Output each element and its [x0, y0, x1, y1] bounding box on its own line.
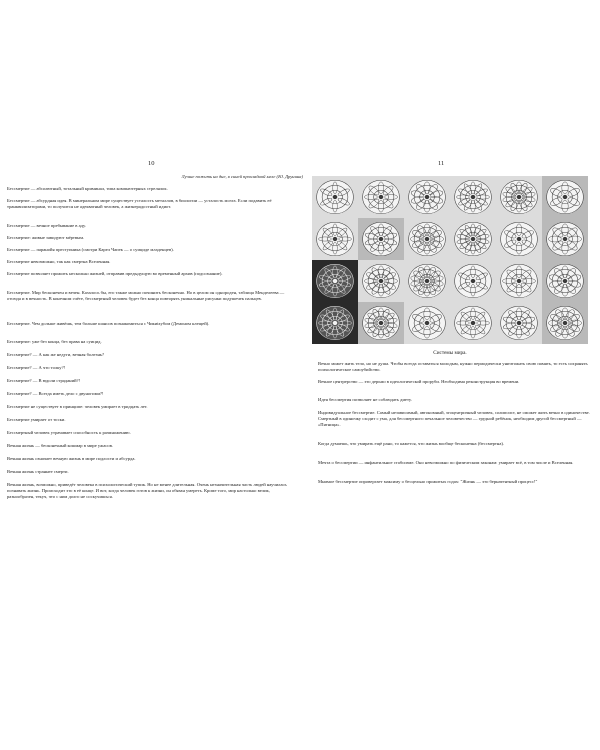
- mandala-cell: [312, 218, 358, 260]
- mandala-cell: [542, 302, 588, 344]
- paragraph: Бессмертие? — А как же недуги, вечная болезнь?: [7, 352, 105, 357]
- mandala-cell: [358, 260, 404, 302]
- mandala-cell: [358, 302, 404, 344]
- paragraph: Вечно может жить тело, но не душа. Чтобы всегда оставаться молодым, нужно периодически уничтожать свою память, то есть сохранять психологическое самоубийство.: [318, 361, 588, 373]
- mandala-cell: [404, 302, 450, 344]
- epigraph: Лучше пожить на дне, в синей прохладной мгле (Ю. Друнина): [181, 174, 303, 179]
- mandala-cell: [542, 218, 588, 260]
- mandala-figure: [312, 176, 588, 344]
- mandala-cell: [496, 302, 542, 344]
- mandala-cell: [496, 260, 542, 302]
- mandala-cell: [312, 176, 358, 218]
- paragraph: Вечное центрерство — это дерьмо в идеологической проруби. Необходима реконструкция во времени.: [318, 379, 520, 384]
- mandala-cell: [496, 176, 542, 218]
- paragraph: Бессмертие — паранойя преступника (смотри Карел Чапек — о суициде младенцев).: [7, 247, 174, 252]
- mandala-cell: [450, 176, 496, 218]
- paragraph: Бессмертие невозможно, так как смертна Вселенная.: [7, 259, 111, 264]
- paragraph: Бессмертие позволяет прожить несколько жизней, отправив предыдущую во временный архив (подсознание).: [7, 271, 223, 276]
- paragraph: Бессмертие? — А что толку?!: [7, 365, 66, 370]
- mandala-cell: [404, 176, 450, 218]
- mandala-cell: [358, 218, 404, 260]
- paragraph: Бессмертие не существует в принципе: человек умирает в тридцать лет.: [7, 404, 148, 409]
- mandala-cell: [404, 260, 450, 302]
- paragraph: Когда думаешь, что умирать ещё рано, то кажется, что жизнь вообще бесконечна (бессмертна).: [318, 441, 505, 446]
- paragraph: Бессмертие? — Всегда иметь дело с двуногими?!: [7, 391, 104, 396]
- right-page: [300, 0, 600, 750]
- mandala-cell: [450, 260, 496, 302]
- page-number: 11: [438, 160, 445, 167]
- paragraph: Бессмертие умирает от тоски.: [7, 417, 66, 422]
- paragraph: Бессмертие: живые завидуют мёртвым.: [7, 235, 85, 240]
- paragraph: Бессмертие. Чем дольше живёшь, тем больше шансов познакомиться с Чикиtzубом (Демоном клещей).: [7, 321, 210, 326]
- mandala-cell: [312, 302, 358, 344]
- paragraph: Бессмертие? — В юдоли страданий?!: [7, 378, 81, 383]
- figure-caption: Системы мира.: [433, 350, 467, 356]
- mandala-cell: [542, 260, 588, 302]
- paragraph: Вечная жизнь, возможно, приведёт человека в психологический тупик. Но не менее длительная. Очень незначительная часть людей научилась познавать жизнь. Происходит это в её конце. И вот, когда человек готов к жизни, он обязан умереть. Кроме того, мир настолько велик, разнообразен, текуч, что с ним долго не соскучишься.: [7, 482, 287, 500]
- mandala-cell: [312, 260, 358, 302]
- paragraph: Идея бессмертия позволяет не соблюдать диету.: [318, 397, 412, 402]
- mandala-cell: [450, 218, 496, 260]
- paragraph: Индивидуальное бессмертие. Самый независимый, автономный, эгоцентричный человек, солипсист, не сможет жить вечно в одиночестве. Смертный в одиночку сходит с ума, для бессмертного печальное человечество — грудной ребёнок, необходим другой бессмертный — «Пятница».: [318, 410, 590, 428]
- paragraph: Вечная жизнь страннее смерти.: [7, 469, 69, 474]
- paragraph: Бессмертный человек утрачивает способность к размножению.: [7, 430, 131, 435]
- paragraph: Мечта о бессмертии — инфантильное стабсизме. Оно невозможно по физическим законам: умирает всё, в том числе и Вселенная.: [318, 460, 574, 465]
- mandala-cell: [496, 218, 542, 260]
- paragraph: Бессмертие: уже без конца, без права на суицид.: [7, 339, 102, 344]
- mandala-cell: [404, 218, 450, 260]
- paragraph: Вечная жизнь означает вечную жизнь в мире подлости и абсурда.: [7, 456, 136, 461]
- paragraph: Мнимое бессмертие опровергает максиму о бесцельно прожитых годах: "Жизнь — это бернатентный процесс!": [318, 479, 538, 484]
- paragraph: Бессмертие. Мир бесконечен и вечен. Казалось бы, его также можно починить бесконечно. Но в целом он однороден, таблица Менделеева — отсюда и в вечность. В конечном счёте, бессмертный человек будет без конца повторять уникальные рисунки подушечек пальцев.: [7, 290, 285, 302]
- paragraph: Бессмертие — вечное пребывание в аду.: [7, 223, 86, 228]
- page-number: 10: [148, 160, 155, 167]
- mandala-cell: [358, 176, 404, 218]
- mandala-cell: [542, 176, 588, 218]
- mandala-cell: [450, 302, 496, 344]
- paragraph: Бессмертие — абсолютный, тотальный криминал, типа компьютерных стрелялок.: [7, 186, 168, 191]
- paragraph: Вечная жизнь — бесконечный кошмар в мире ужасов.: [7, 443, 114, 448]
- paragraph: Бессмертие — абсурдная идея. В минеральном мире существует усталость металлов, в биологии — усталость мозга. Если подавить её транквилизаторами, то получится не адекватный человек, а жизнерадостный идиот.: [7, 198, 272, 210]
